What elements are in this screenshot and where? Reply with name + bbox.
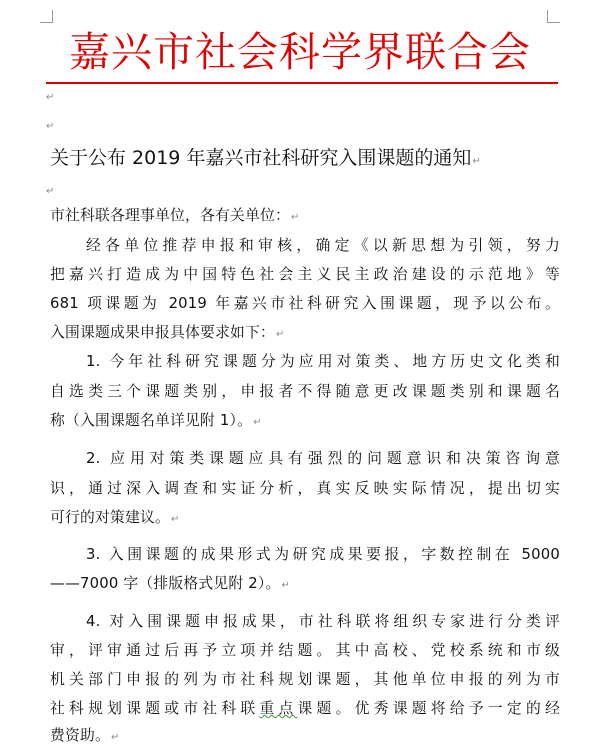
- item-1-line: 1. 今年社科研究课题分为应用对策类、地方历史文化类和: [86, 353, 560, 370]
- body-line: 681 项课题为 2019 年嘉兴市社科研究入围课题，现予以公布。: [50, 295, 560, 312]
- salutation: 市社科联各理事单位，各有关单位：↵: [50, 207, 300, 224]
- item-2-line: 可行的对策建议。↵: [50, 509, 180, 526]
- item-4-line: 费资助。↵: [50, 727, 120, 744]
- letterhead-red-rule: [46, 82, 558, 84]
- item-2-line: 识，通过深入调查和实证分析，真实反映实际情况，提出切实: [50, 480, 560, 497]
- item-4-line: 4. 对入围课题申报成果，市社科联将组织专家进行分类评: [86, 613, 560, 630]
- body-line: 入围课题成果申报具体要求如下：↵: [50, 324, 285, 341]
- item-4-line: 机关部门申报的列为市社科规划课题，其他单位申报的列为市: [50, 671, 560, 688]
- item-1-line: 称（入围课题名单详见附 1）。↵: [50, 412, 262, 429]
- item-1-line: 自选类三个课题类别，申报者不得随意更改课题类别和课题名: [50, 383, 560, 400]
- item-2-line: 2. 应用对策类课题应具有强烈的问题意识和决策咨询意: [86, 450, 560, 467]
- body-line: 把嘉兴打造成为中国特色社会主义民主政治建设的示范地》等: [50, 266, 560, 283]
- spellcheck-underlined-word: 重点: [259, 700, 298, 717]
- body-line: 经各单位推荐申报和审核，确定《以新思想为引领，努力: [86, 237, 560, 254]
- item-3-line: 3. 入围课题的成果形式为研究成果要报，字数控制在 5000: [86, 546, 560, 563]
- letterhead-org-name: 嘉兴市社会科学界联合会: [69, 28, 531, 76]
- item-4-line: 社科规划课题或市社科联重点课题。优秀课题将给予一定的经: [50, 700, 560, 717]
- item-4-line: 审，评审通过后再予立项并结题。其中高校、党校系统和市级: [50, 642, 560, 659]
- page-corner-mark-top-left: [40, 10, 53, 23]
- empty-paragraph-mark: ↵: [46, 92, 55, 103]
- empty-paragraph-mark: ↵: [46, 186, 55, 197]
- document-title: 关于公布 2019 年嘉兴市社科研究入围课题的通知↵: [50, 147, 481, 169]
- item-3-line: ——7000 字（排版格式见附 2）。↵: [50, 575, 291, 592]
- page-corner-mark-top-right: [547, 10, 560, 23]
- empty-paragraph-mark: ↵: [46, 121, 55, 132]
